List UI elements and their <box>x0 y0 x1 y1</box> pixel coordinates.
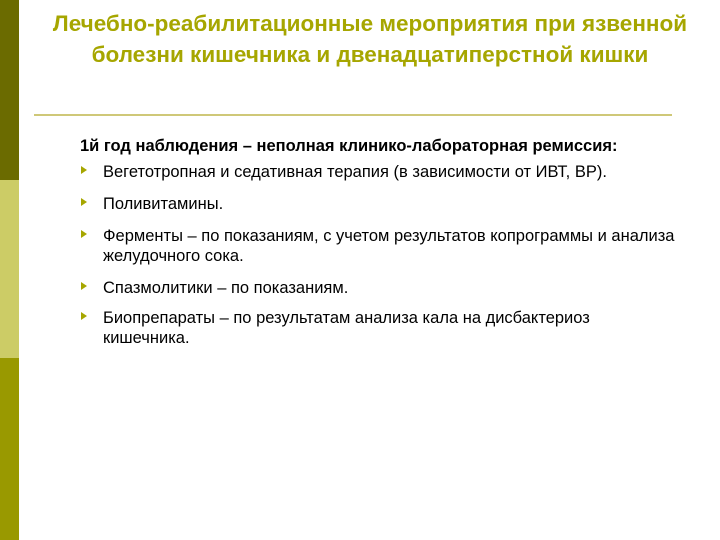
list-item-text: Спазмолитики – по показаниям. <box>103 279 349 297</box>
list-item-text: Вегетотропная и седативная терапия (в зависимости от ИВТ, ВР). <box>103 163 607 181</box>
decorative-strip-middle <box>0 180 19 358</box>
bullet-arrow-icon <box>81 230 87 238</box>
bullet-arrow-icon <box>81 198 87 206</box>
bullet-arrow-icon <box>81 282 87 290</box>
slide-title: Лечебно-реабилитационные мероприятия при язвенной болезни кишечника и двенадцатиперстной кишки <box>52 11 688 67</box>
list-item-text: Поливитамины. <box>103 195 224 213</box>
title-divider <box>34 114 672 116</box>
list-item <box>80 308 680 348</box>
list-item-text: Биопрепараты – по результатам анализа кала на дисбактериоз кишечника. <box>103 309 590 347</box>
slide-body <box>80 136 680 360</box>
list-item-text: Ферменты – по показаниям, с учетом результатов копрограммы и анализа желудочного сока. <box>103 227 675 265</box>
list-item <box>80 162 680 182</box>
bullet-list <box>80 162 680 348</box>
list-item <box>80 278 680 298</box>
list-item <box>80 194 680 214</box>
decorative-strip-bottom <box>0 358 19 540</box>
bullet-arrow-icon <box>81 312 87 320</box>
bullet-arrow-icon <box>81 166 87 174</box>
decorative-strip-top <box>0 0 19 180</box>
intro-heading: 1й год наблюдения – неполная клинико-лабораторная ремиссия: <box>80 137 618 155</box>
list-item <box>80 226 680 266</box>
